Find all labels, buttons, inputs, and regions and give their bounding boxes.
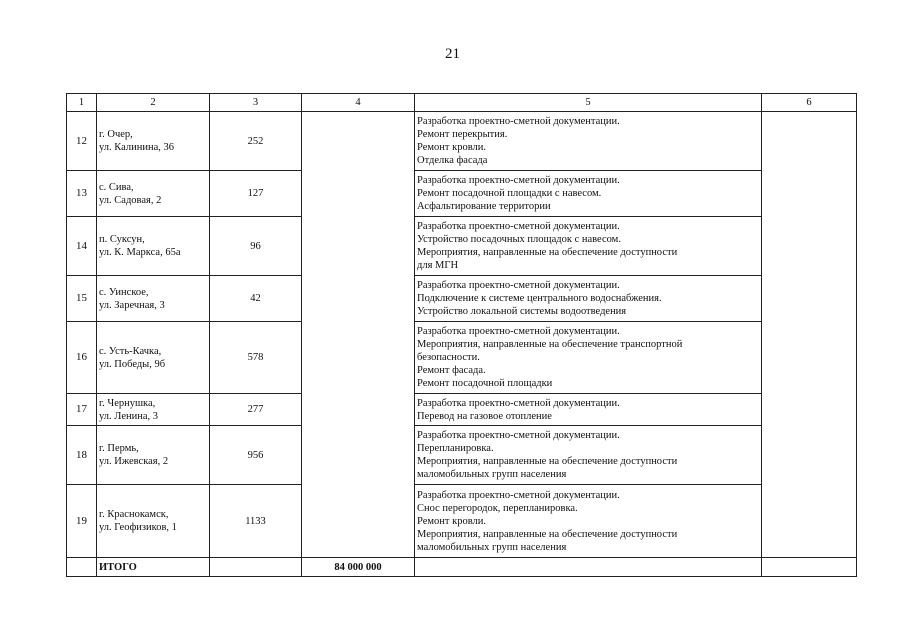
col-header-1: 1 [67,94,97,112]
value-cell: 277 [210,394,302,426]
row-number: 13 [67,171,97,217]
col-header-5: 5 [415,94,762,112]
table-row [67,426,857,485]
total-value-cell [210,558,302,577]
address-street: ул. К. Маркса, 65а [99,247,181,258]
work-item: маломобильных групп населения [417,469,567,480]
address-street: ул. Ижевская, 2 [99,456,169,467]
table-row [67,217,857,276]
work-item: Разработка проектно-сметной документации. [417,397,620,409]
address-locality: с. Усть-Качка, [99,345,162,357]
work-item: Ремонт посадочной площадки с навесом. [417,188,602,199]
table-row [67,171,857,217]
works-cell [415,276,762,322]
table-row [67,322,857,394]
work-item: Мероприятия, направленные на обеспечение доступности [417,528,678,540]
total-label: ИТОГО [97,558,210,577]
address-cell [97,394,210,426]
work-item: Разработка проектно-сметной документации. [417,326,620,337]
work-item: безопасности. [417,352,480,363]
address-locality: г. Чернушка, [99,397,156,409]
row-number: 15 [67,276,97,322]
work-item: Разработка проектно-сметной документации. [417,116,620,127]
address-street: ул. Ленина, 3 [99,410,159,422]
col-header-2: 2 [97,94,210,112]
notes-cell [762,112,857,558]
work-item: Разработка проектно-сметной документации. [417,489,620,501]
work-item: Мероприятия, направленные на обеспечение доступности [417,456,678,467]
row-number: 18 [67,426,97,485]
work-item: Разработка проектно-сметной документации. [417,430,620,441]
col-header-3: 3 [210,94,302,112]
table-row [67,485,857,558]
table-row [67,112,857,171]
address-locality: п. Суксун, [99,234,145,245]
address-street: ул. Геофизиков, 1 [99,522,177,533]
value-cell: 956 [210,426,302,485]
work-item: Мероприятия, направленные на обеспечение транспортной [417,339,683,350]
work-item: Мероприятия, направленные на обеспечение доступности [417,247,678,258]
work-item: маломобильных групп населения [417,541,567,553]
work-item: Ремонт кровли. [417,515,486,527]
row-number: 14 [67,217,97,276]
value-cell: 96 [210,217,302,276]
work-item: Устройство локальной системы водоотведения [417,306,627,317]
row-number: 16 [67,322,97,394]
works-cell [415,322,762,394]
col-header-4: 4 [302,94,415,112]
total-number-cell [67,558,97,577]
work-item: Устройство посадочных площадок с навесом. [417,234,621,245]
address-cell [97,322,210,394]
work-item: Асфальтирование территории [417,201,551,212]
page-number: 21 [445,46,460,62]
works-cell [415,394,762,426]
address-locality: г. Очер, [99,129,133,140]
value-cell: 1133 [210,485,302,558]
header-row [67,94,857,112]
total-amount: 84 000 000 [302,558,415,577]
address-locality: с. Уинское, [99,286,149,298]
works-cell [415,426,762,485]
works-table [66,93,857,577]
address-street: ул. Заречная, 3 [99,299,165,311]
total-notes-cell [762,558,857,577]
table-row [67,394,857,426]
work-item: Перепланировка. [417,443,494,454]
work-item: Ремонт перекрытия. [417,129,508,140]
address-locality: г. Краснокамск, [99,509,169,520]
address-locality: с. Сива, [99,181,134,193]
work-item: Отделка фасада [417,155,488,166]
row-number: 12 [67,112,97,171]
value-cell: 578 [210,322,302,394]
col-header-6: 6 [762,94,857,112]
total-row [67,558,857,577]
address-cell [97,485,210,558]
work-item: Разработка проектно-сметной документации. [417,221,620,232]
work-item: для МГН [417,260,459,271]
value-cell: 42 [210,276,302,322]
address-cell [97,171,210,217]
row-number: 17 [67,394,97,426]
work-item: Разработка проектно-сметной документации. [417,175,620,186]
works-cell [415,485,762,558]
work-item: Ремонт фасада. [417,365,486,376]
value-cell: 127 [210,171,302,217]
address-cell [97,276,210,322]
value-cell: 252 [210,112,302,171]
work-item: Ремонт посадочной площадки [417,378,553,389]
address-street: ул. Садовая, 2 [99,194,162,206]
address-cell [97,112,210,171]
work-item: Перевод на газовое отопление [417,410,552,422]
address-cell [97,426,210,485]
work-item: Разработка проектно-сметной документации. [417,280,620,291]
table-row [67,276,857,322]
work-item: Ремонт кровли. [417,142,486,153]
work-item: Подключение к системе центрального водоснабжения. [417,293,662,304]
works-cell [415,217,762,276]
address-locality: г. Пермь, [99,443,139,454]
row-number: 19 [67,485,97,558]
address-street: ул. Победы, 9б [99,358,166,370]
works-cell [415,112,762,171]
works-cell [415,171,762,217]
address-cell [97,217,210,276]
work-item: Снос перегородок, перепланировка. [417,502,578,514]
address-street: ул. Калинина, 36 [99,142,175,153]
funding-cell [302,112,415,558]
total-works-cell [415,558,762,577]
